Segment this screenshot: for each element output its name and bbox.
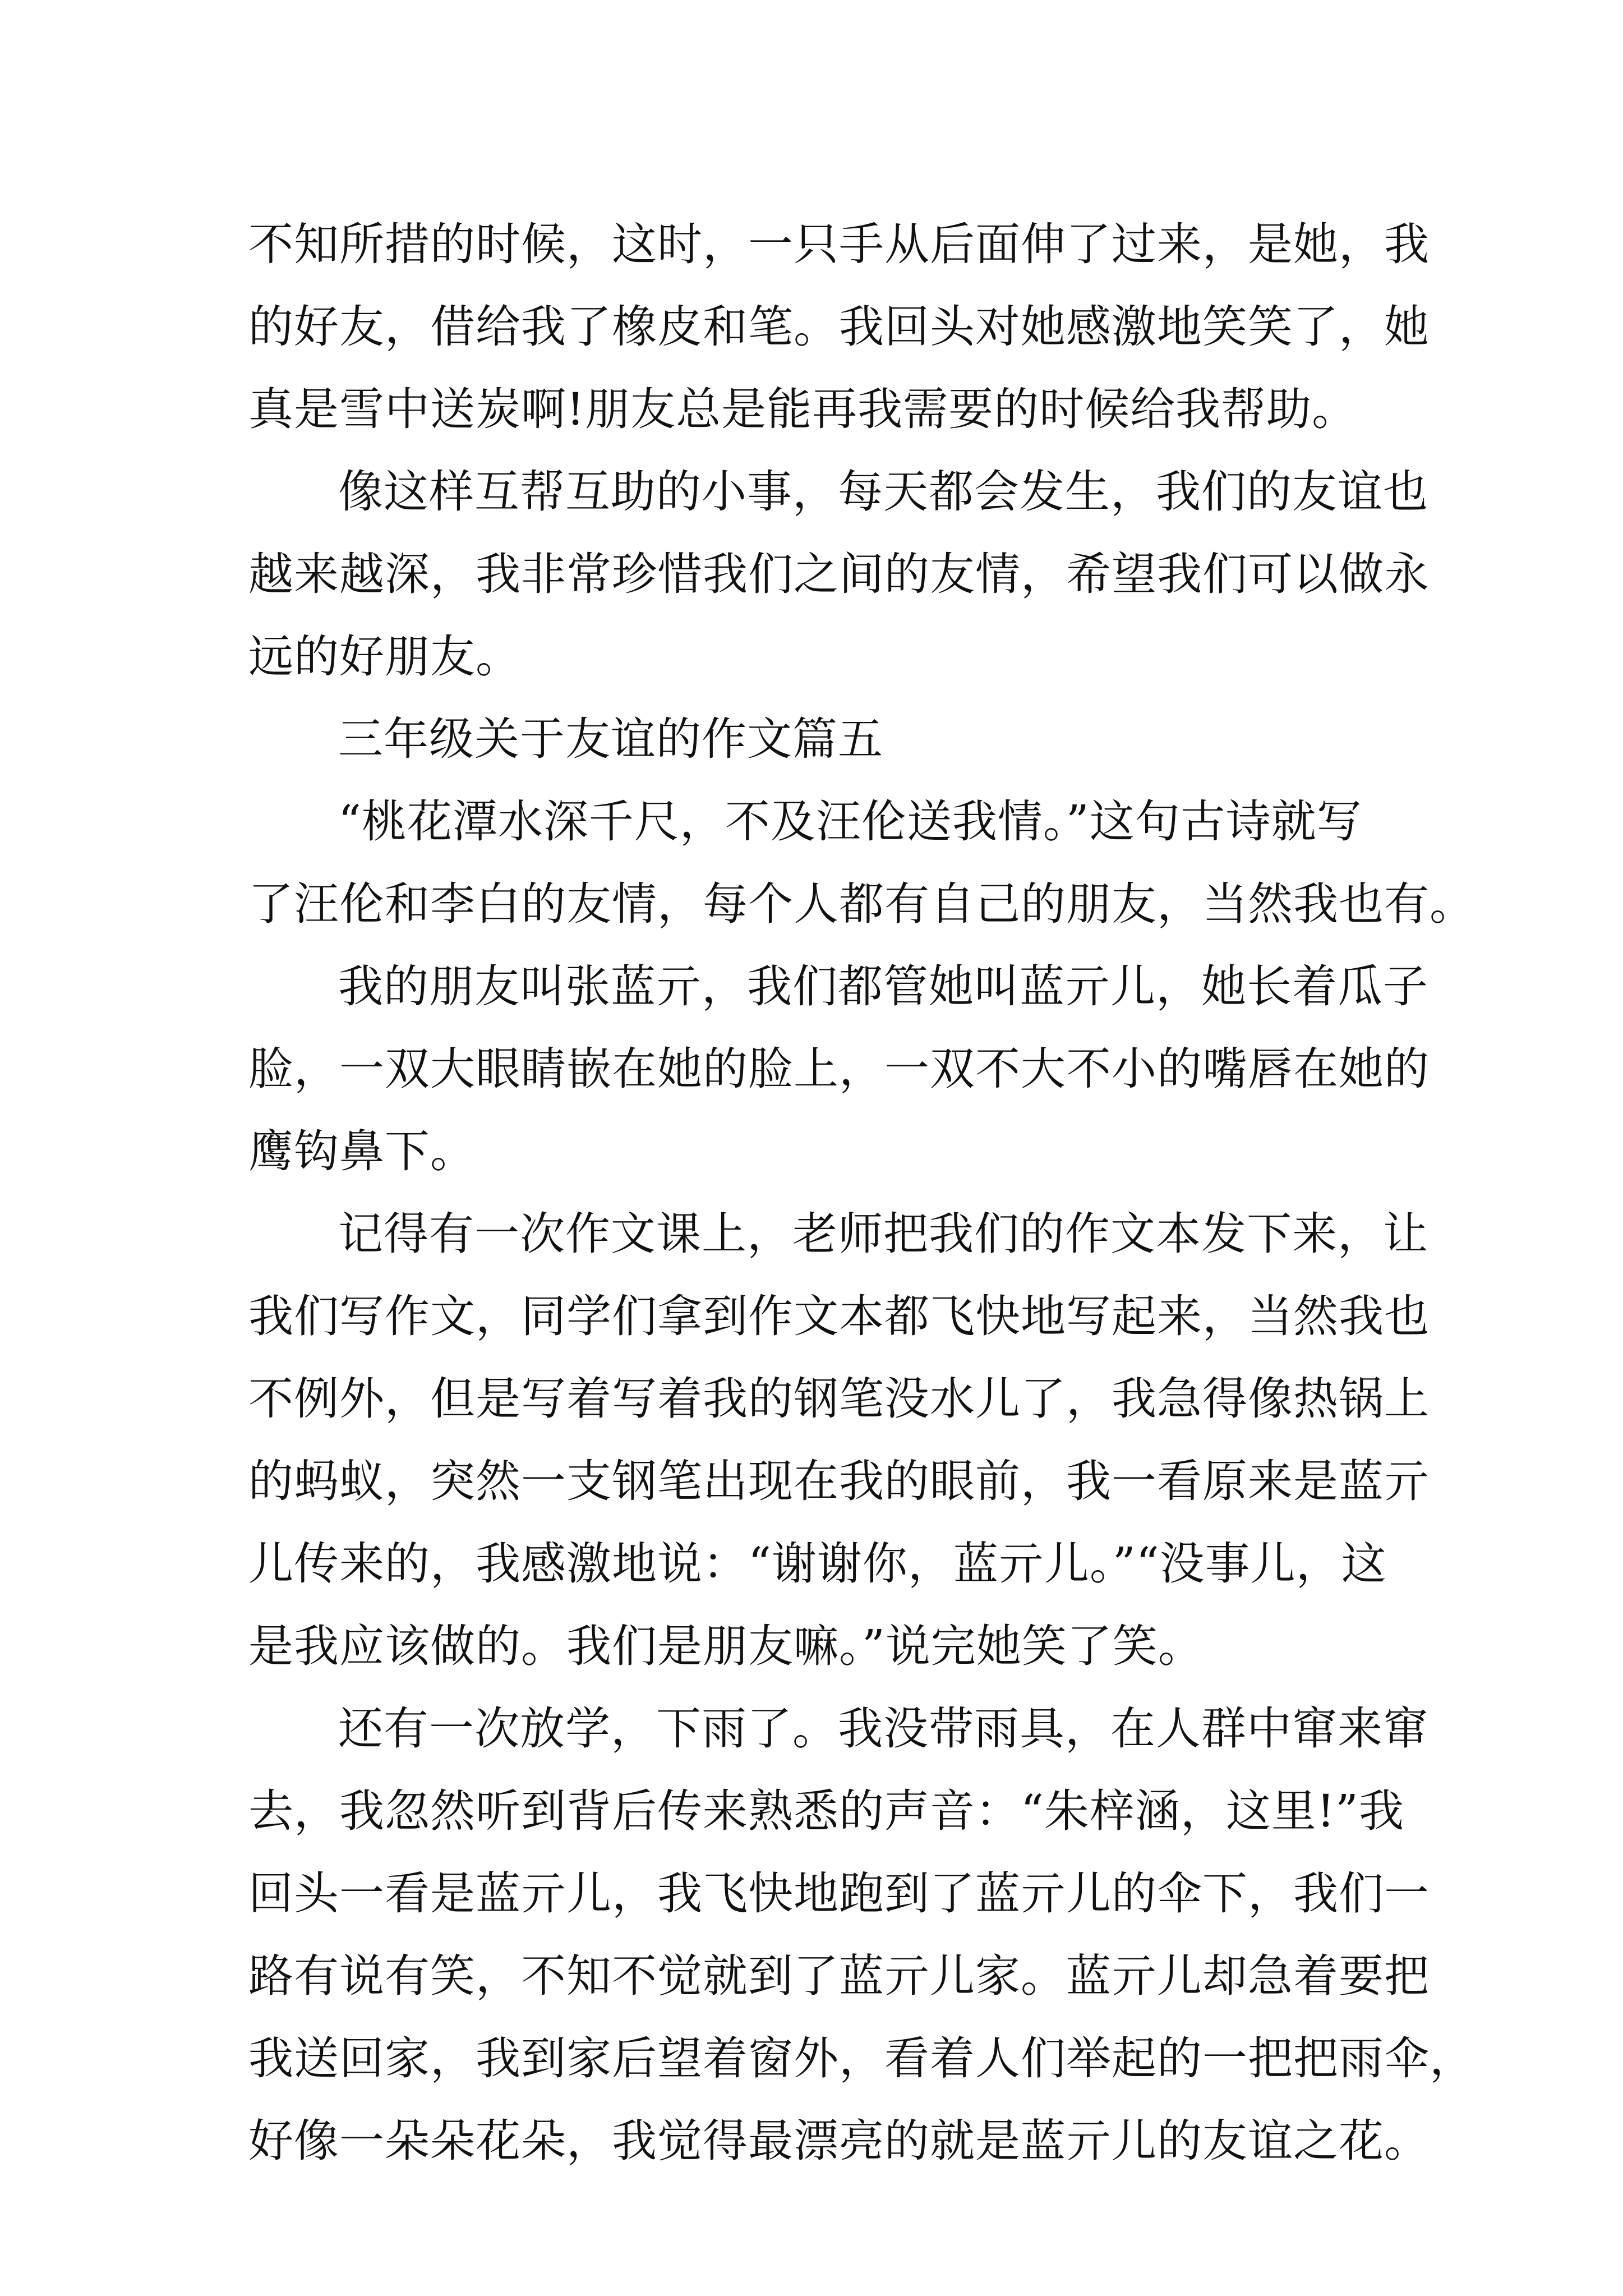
text-line: 鹰钩鼻下。 [248, 1125, 476, 1177]
text-line: 儿传来的，我感激地说：“谢谢你，蓝亓儿。”“没事儿，这 [248, 1538, 1387, 1590]
section-heading: 三年级关于友谊的作文篇五 [338, 713, 883, 765]
text-line: 远的好朋友。 [248, 631, 521, 683]
text-line: 我送回家，我到家后望着窗外，看着人们举起的一把把雨伞， [248, 2032, 1475, 2085]
text-line: 不例外，但是写着写着我的钢笔没水儿了，我急得像热锅上 [248, 1373, 1430, 1425]
essay-text [248, 203, 1475, 2182]
text-line: 是我应该做的。我们是朋友嘛。”说完她笑了笑。 [248, 1620, 1204, 1672]
text-line: 我们写作文，同学们拿到作文本都飞快地写起来，当然我也 [248, 1290, 1430, 1342]
text-line: 回头一看是蓝亓儿，我飞快地跑到了蓝亓儿的伞下，我们一 [248, 1867, 1430, 1920]
paragraph-start-line: 还有一次放学，下雨了。我没带雨具，在人群中窜来窜 [338, 1703, 1428, 1755]
text-line: 的蚂蚁，突然一支钢笔出现在我的眼前，我一看原来是蓝亓 [248, 1455, 1430, 1507]
text-line: 去，我忽然听到背后传来熟悉的声音：“朱梓涵，这里!”我 [248, 1785, 1404, 1837]
text-line: 了汪伦和李白的友情，每个人都有自己的朋友，当然我也有。 [248, 878, 1475, 930]
paragraph-start-line: 我的朋友叫张蓝亓，我们都管她叫蓝亓儿，她长着瓜子 [338, 960, 1428, 1013]
text-line: 不知所措的时候，这时，一只手从后面伸了过来，是她，我 [248, 218, 1430, 270]
text-line: 真是雪中送炭啊!朋友总是能再我需要的时候给我帮助。 [248, 383, 1358, 435]
paragraph-start-line: “桃花潭水深千尺，不及汪伦送我情。”这句古诗就写 [338, 795, 1362, 848]
text-line: 脸，一双大眼睛嵌在她的脸上，一双不大不小的嘴唇在她的 [248, 1043, 1430, 1095]
text-line: 越来越深，我非常珍惜我们之间的友情，希望我们可以做永 [248, 548, 1430, 600]
text-line: 好像一朵朵花朵，我觉得最漂亮的就是蓝亓儿的友谊之花。 [248, 2115, 1430, 2167]
text-line: 路有说有笑，不知不觉就到了蓝亓儿家。蓝亓儿却急着要把 [248, 1950, 1430, 2002]
paragraph-start-line: 像这样互帮互助的小事，每天都会发生，我们的友谊也 [338, 466, 1428, 518]
paragraph-start-line: 记得有一次作文课上，老师把我们的作文本发下来，让 [338, 1208, 1428, 1260]
text-line: 的好友，借给我了橡皮和笔。我回头对她感激地笑笑了，她 [248, 301, 1430, 353]
